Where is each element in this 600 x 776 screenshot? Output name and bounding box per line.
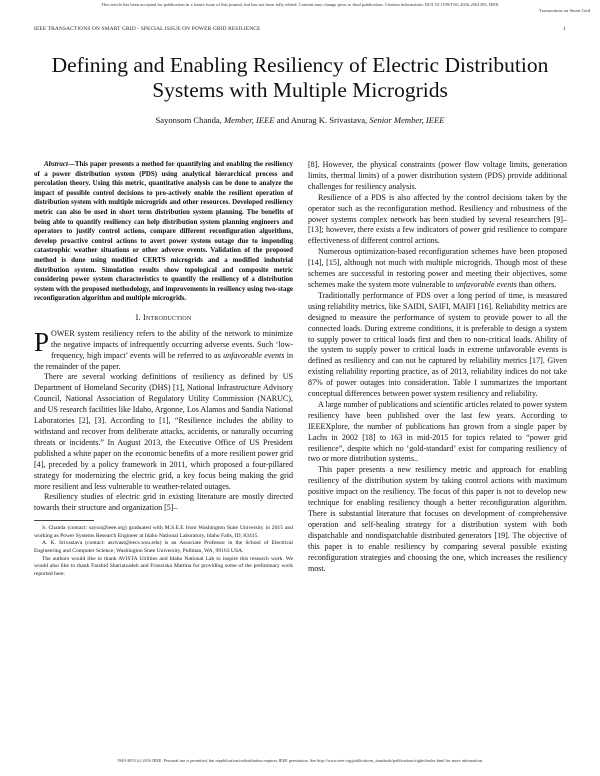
right-paragraph-3 — [308, 247, 567, 291]
footnotes — [34, 525, 293, 578]
abstract — [34, 160, 293, 304]
right-paragraph-1: [8]. However, the physical constraints (power flow voltage limits, generation limits, thermal limits) of a power distribution system (PDS) provide additional challenges for resiliency analysis. — [308, 160, 567, 191]
publication-notice: This article has been accepted for publication in a future issue of this journal, but has not been fully edited. Content may change prior to final publication. Citation information: DOI 10.1109/TSG.2016.2561303, IEEE — [101, 2, 499, 7]
footnote-author-1: S. Chanda (contact: sayon@ieee.org) graduated with M.S.E.E from Washington State University in 2015 and working as Power Systems Research Engineer at Idaho National Laboratory, Idaho Falls, ID, 83415. — [34, 525, 293, 539]
copyright-notice: 1949-3053 (c) 2016 IEEE. Personal use is permitted, but republication/redistribution requires IEEE permission. See http://www.ieee.org/publications_standards/publications/rights/index.html for more information. — [117, 758, 483, 763]
intro-paragraph-3: Resiliency studies of electric grid in existing literature are mostly directed towards their structure and organization [5]– — [34, 492, 293, 513]
right-p3-text-b: than others. — [516, 279, 557, 289]
right-column — [308, 160, 567, 574]
notice-journal-text: Transactions on Smart Grid — [539, 8, 590, 13]
abstract-text: —This paper presents a method for quantifying and enabling the resiliency of a power distribution system (PDS) using analytical hierarchical process and percolation theory. Using this metric, quantitative analysis can be done to analyze the impact of possible control decisions to pro-actively enable the resilient operation of distribution system with multiple microgrids and other resources. Developed resiliency metric can also be used in short term distribution system planning. The benefits of being able to quantify resiliency can help distribution system planning engineers and operators to justify control actions, compare different reconfiguration algorithms, develop proactive control actions to avert power system outage due to impending catastrophic weather situations or other adverse events. Validation of the proposed method is done using modified CERTS microgrids and a modified industrial distribution system. Simulation results show topological and composite metric considering power system characteristics to quantify the resiliency of a distribution system with the proposed methodology, and improvements in resiliency using two-stage reconfiguration algorithm and multiple microgrids. — [34, 160, 293, 303]
right-paragraph-6: This paper presents a new resiliency metric and approach for enabling resiliency of the distribution system by taking control actions with maximum positive impact on the resiliency. The focus of this paper is not to develop new technique for enabling resiliency though a better reconfiguration algorithm. There is substantial literature that focuses on development of comprehensive operation and self-healing strategy for a distribution system with both dispatchable and nondispatchable distributed generators [19]. The objective of this paper is to enable resiliency by comparing several possible existing reconfiguration strategies and choosing the one, which increases the resiliency most. — [308, 465, 567, 573]
right-paragraph-4: Traditionally performance of PDS over a long period of time, is measured using reliability metrics, like SAIDI, SAIFI, MAIFI [16]. Reliability metrics are designed to measure the performance of system to provide power to all the connected loads. During extreme conditions, it is preferable to design a system to supply power to critical loads first and then to non-critical loads. Ability of the system to supply power to critical loads in extreme unfavorable events is defined as resiliency and can not be captured by reliability metrics [17]. Given existing reliability reporting practice, as of 2013, reliability indices do not take 87% of power outages into consideration. Table I summarizes the important conceptual differences between power system resiliency and reliability. — [308, 290, 567, 399]
abstract-paragraph — [34, 160, 293, 304]
right-p3-emphasis: unfavorable events — [455, 279, 517, 289]
section-heading-introduction — [34, 313, 293, 324]
footnote-acknowledgement: The authors would like to thank AVISTA Utilities and Idaho National Lab to inspire this research work. We would also like to thank Farshid Shariatzadeh and Franziska Mattina for providing some of the preliminary work reported here. — [34, 555, 293, 577]
intro-paragraph-1 — [34, 326, 293, 373]
section-title: Introduction — [142, 312, 192, 322]
author-2-name: and Anurag K. Srivastava, — [276, 115, 368, 125]
author-1-name: Sayonsom Chanda, — [155, 115, 222, 125]
footnote-divider — [34, 520, 94, 521]
paper-title: Defining and Enabling Resiliency of Electric Distribution Systems with Multiple Microgrids — [51, 53, 549, 102]
author-1-role: Member, IEEE — [223, 115, 275, 125]
abstract-lead: Abstract — [44, 160, 68, 168]
author-2-role: Senior Member, IEEE — [369, 115, 445, 125]
running-head-journal: IEEE TRANSACTIONS ON SMART GRID - SPECIAL ISSUE ON POWER GRID RESILIENCE — [34, 26, 261, 32]
intro-p1-text-b: in the remainder of the paper. — [34, 350, 293, 371]
right-p3-text-a: Numerous optimization-based reconfiguration schemes have been proposed [14], [15], although not much with multiple microgrids. Though most of these schemes are successful in restoring power and meeting their objectives, some schemes make the system more vulnerable to — [308, 247, 567, 289]
running-head — [34, 26, 566, 32]
right-paragraph-2: Resilience of a PDS is also affected by the control decisions taken by the operator such as the reconfiguration method. Resiliency and robustness of the power systems complex network has been studied by several researchers [9]–[13]; however, there exists a few indicators of power grid resilience to compare effectiveness of different control actions. — [308, 192, 567, 246]
intro-p1-emphasis: unfavorable events — [223, 350, 285, 360]
author-line — [40, 115, 560, 125]
drop-cap: P — [34, 326, 50, 357]
intro-p1-text-a: OWER system resiliency refers to the ability of the network to minimize the negative impacts of infrequently occurring adverse events. Such ‘low-frequency, high impact’ events will be referred to as — [51, 328, 293, 360]
right-paragraph-5: A large number of publications and scientific articles related to power system resiliency have been published over the last few years. According to IEEEXplore, the number of publications has grown from a single paper by Lachs in 2002 [18] to 163 in mid-2015 for topics related to “power grid resilience”, despite which no ‘gold-standard’ exist for comparing resiliency of two or more distribution systems.. — [308, 399, 568, 464]
page-number: 1 — [563, 26, 566, 32]
section-numeral: I. — [135, 312, 143, 322]
left-column — [34, 160, 293, 578]
publication-notice-journal — [10, 8, 590, 14]
footnote-author-2: A. K. Srivastava (contact: asrivast@eecs.wsu.edu) is an Associate Professor in the School of Electrical Engineering and Computer Science, Washington State University, Pullman, WA, 99163 USA. — [34, 540, 293, 554]
intro-paragraph-2: There are several working definitions of resiliency as defined by US Department of Homeland Security (DHS) [1], National Infrastructure Advisory Council, National Association of Regulatory Utility Commission (NARUC), and US research facilities like Idaho, Argonne, Los Alamos and Sandia National Laboratories [2], [3]. According to [1], “Resilience includes the ability to withstand and recover from deliberate attacks, accidents, or naturally occurring threats or incidents.” In August 2013, the Executive Office of US President published a white paper on the economic benefits of a more resilient power grid [4], preceded by a policy framework in 2011, which proposed a four-pillared strategy for modernizing the electric grid, a key focus being making the grid more resilient and less vulnerable to weather-related outages. — [34, 372, 293, 491]
